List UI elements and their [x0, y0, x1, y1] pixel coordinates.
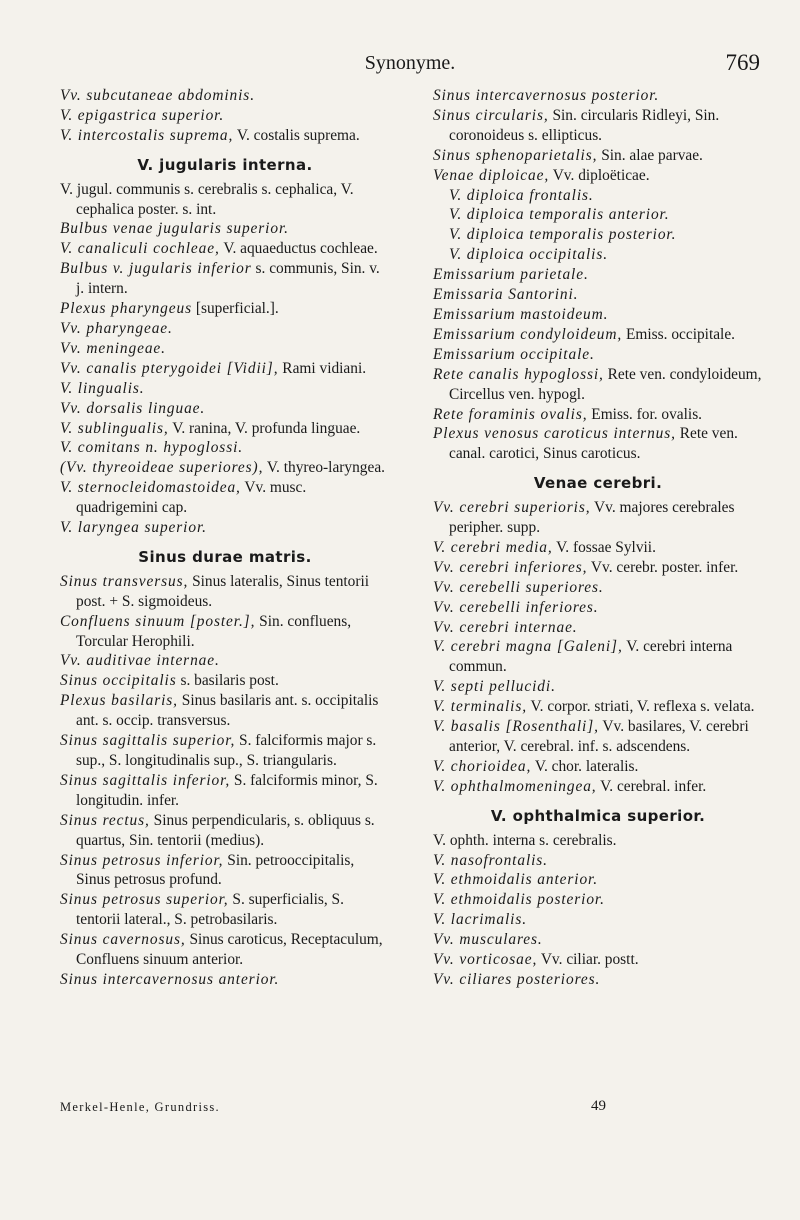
term-name: V. lacrimalis. [433, 911, 527, 929]
synonym-entry [433, 910, 763, 930]
synonym-entry [433, 717, 763, 757]
synonym-entry [433, 498, 763, 538]
synonym-entry [60, 379, 390, 399]
page-header [60, 50, 760, 80]
term-name: Sinus occipitalis [60, 672, 177, 690]
term-name: Emissarium occipitale. [433, 345, 595, 363]
running-title: Synonyme. [364, 52, 456, 74]
synonym-entry [433, 365, 763, 405]
term-name: Sinus sphenoparietalis, [433, 146, 598, 164]
term-name: V. cerebri magna [Galeni], [433, 638, 623, 656]
synonym-text: s. communis, Sin. v. j. intern. [76, 260, 380, 298]
synonym-entry [433, 245, 763, 265]
synonym-text: V. cerebri interna commun. [449, 638, 733, 676]
term-name: V. nasofrontalis. [433, 851, 548, 869]
synonym-entry [433, 558, 763, 578]
synonym-text: s. basilaris post. [176, 672, 279, 690]
term-name: Sinus circularis, [433, 106, 549, 124]
term-name: V. ophthalmomeningea, [433, 777, 597, 795]
term-name: Vv. canalis pterygoidei [Vidii], [60, 359, 279, 377]
synonym-text: Vv. ciliar. postt. [537, 951, 639, 969]
term-name: Bulbus venae jugularis superior. [60, 220, 289, 238]
synonym-entry [60, 890, 390, 930]
term-name: V. intercostalis suprema, [60, 126, 234, 144]
term-name: Vv. pharyngeae. [60, 319, 173, 337]
term-name: V. diploica temporalis anterior. [449, 206, 670, 224]
term-name: Rete foraminis ovalis, [433, 405, 588, 423]
synonym-entry [433, 890, 763, 910]
synonym-text: V. costalis suprema. [233, 126, 360, 144]
synonym-text: V. ophth. interna s. cerebralis. [433, 831, 617, 849]
term-name: Plexus venosus caroticus internus, [433, 425, 676, 443]
synonym-text: Rami vidiani. [278, 359, 367, 377]
synonym-entry [60, 126, 390, 146]
synonym-entry [433, 345, 763, 365]
synonym-text: Sinus perpendicularis, s. obliquus s. quartus, Sin. tentorii (medius). [76, 811, 375, 849]
synonym-entry [60, 359, 390, 379]
synonym-entry [60, 259, 390, 299]
section-heading: V. ophthalmica superior. [490, 806, 706, 825]
term-name: V. septi pellucidi. [433, 678, 556, 696]
synonym-entry [60, 299, 390, 319]
synonym-text: Sin. alae parvae. [597, 146, 703, 164]
synonym-entry [60, 811, 390, 851]
term-name: Vv. meningeae. [60, 339, 166, 357]
term-name: V. comitans n. hypoglossi. [60, 439, 244, 457]
term-name: Emissarium parietale. [433, 266, 589, 284]
right-column [433, 86, 763, 990]
term-name: (Vv. thyreoideae superiores), [60, 459, 264, 477]
section-heading: V. jugularis interna. [137, 155, 313, 174]
synonym-entry [433, 265, 763, 285]
synonym-entry [60, 339, 390, 359]
synonym-text: Sinus basilaris ant. s. occipitalis ant. s. occip. transversus. [76, 692, 379, 730]
synonym-text: Sinus caroticus, Receptaculum, Confluens sinuum anterior. [76, 931, 383, 969]
term-name: Bulbus v. jugularis inferior [60, 260, 252, 278]
term-name: V. diploica frontalis. [449, 186, 594, 204]
term-name: V. canaliculi cochleae, [60, 240, 220, 258]
synonym-entry [60, 970, 390, 990]
term-name: Vv. cerebri superioris, [433, 499, 591, 517]
term-name: V. epigastrica superior. [60, 106, 225, 124]
synonym-entry [60, 106, 390, 126]
synonym-text: Vv. diploëticae. [549, 166, 650, 184]
signature-mark: 49 [591, 1098, 606, 1114]
term-name: Vv. cerebri inferiores, [433, 558, 588, 576]
synonym-entry [433, 538, 763, 558]
synonym-entry [433, 697, 763, 717]
term-name: Vv. cerebelli inferiores. [433, 598, 599, 616]
synonym-text: Rete ven. condyloideum, Circellus ven. hypogl. [449, 365, 762, 403]
term-name: V. chorioidea, [433, 757, 532, 775]
synonym-entry [433, 205, 763, 225]
synonym-entry [433, 677, 763, 697]
term-name: Sinus sagittalis inferior, [60, 771, 231, 789]
term-name: Vv. ciliares posteriores. [433, 970, 601, 988]
term-name: Plexus basilaris, [60, 692, 178, 710]
synonym-entry [433, 970, 763, 990]
synonym-text: [superficial.]. [192, 300, 279, 318]
term-name: Sinus rectus, [60, 811, 150, 829]
term-name: V. laryngea superior. [60, 519, 207, 537]
synonym-text: V. chor. lateralis. [531, 757, 639, 775]
term-name: Venae diploicae, [433, 166, 550, 184]
synonym-entry [433, 86, 763, 106]
synonym-entry [60, 612, 390, 652]
synonym-text: V. jugul. communis s. cerebralis s. cephalica, V. cephalica poster. s. int. [60, 180, 354, 218]
synonym-entry [433, 146, 763, 166]
synonym-entry [60, 86, 390, 106]
synonym-text: S. superficialis, S. tentorii lateral., S. petrobasilaris. [76, 891, 344, 929]
synonym-text: Vv. basilares, V. cerebri anterior, V. cerebral. inf. s. adscendens. [449, 718, 749, 755]
synonym-entry [433, 950, 763, 970]
synonym-text: Sin. circularis Ridleyi, Sin. coronoideus s. ellipticus. [449, 106, 720, 144]
synonym-text: Emiss. occipitale. [622, 325, 736, 343]
synonym-entry [433, 637, 763, 677]
synonym-text: Sinus lateralis, Sinus tentorii post. + S. sigmoideus. [76, 572, 370, 610]
term-name: Vv. cerebelli superiores. [433, 578, 604, 596]
synonym-text: V. thyreo-laryngea. [263, 459, 385, 477]
term-name: Emissarium mastoideum. [433, 305, 609, 323]
left-column [60, 86, 390, 990]
synonym-text: Sin. petrooccipitalis, Sinus petrosus profund. [76, 851, 355, 889]
synonym-entry [60, 671, 390, 691]
term-name: V. terminalis, [433, 698, 527, 716]
synonym-text: Vv. cerebr. poster. infer. [587, 558, 739, 576]
synonym-entry [60, 851, 390, 891]
synonym-text: V. cerebral. infer. [596, 777, 707, 795]
term-name: Vv. vorticosae, [433, 951, 538, 969]
synonym-entry [60, 771, 390, 811]
section-heading: Venae cerebri. [533, 474, 663, 493]
term-name: Rete canalis hypoglossi, [433, 365, 604, 383]
term-name: Sinus petrosus superior, [60, 891, 229, 909]
synonym-entry [433, 851, 763, 871]
synonym-entry [433, 325, 763, 345]
synonym-entry [433, 757, 763, 777]
term-name: Vv. cerebri internae. [433, 618, 578, 636]
term-name: Vv. dorsalis linguae. [60, 399, 206, 417]
term-name: Vv. musculares. [433, 931, 543, 949]
synonym-text: V. ranina, V. profunda linguae. [168, 419, 361, 437]
synonym-entry [60, 651, 390, 671]
synonym-text: Rete ven. canal. carotici, Sinus caroticus. [449, 425, 738, 463]
synonym-entry [60, 518, 390, 538]
term-name: Sinus transversus, [60, 572, 189, 590]
term-name: V. ethmoidalis anterior. [433, 871, 598, 889]
term-name: Sinus intercavernosus posterior. [433, 87, 660, 104]
synonym-entry [60, 572, 390, 612]
term-name: Plexus pharyngeus [60, 300, 192, 318]
synonym-entry [60, 458, 390, 478]
synonym-entry [433, 186, 763, 206]
term-name: V. basalis [Rosenthali], [433, 718, 599, 736]
synonym-entry [60, 438, 390, 458]
term-name: V. diploica occipitalis. [449, 246, 608, 264]
term-name: Sinus intercavernosus anterior. [60, 970, 280, 988]
term-name: V. sublingualis, [60, 419, 169, 437]
synonym-entry [433, 598, 763, 618]
synonym-text: Emiss. for. ovalis. [587, 405, 703, 423]
synonym-entry [60, 219, 390, 239]
synonym-entry [60, 419, 390, 439]
synonym-entry [60, 319, 390, 339]
synonym-entry [433, 166, 763, 186]
synonym-entry [60, 399, 390, 419]
synonym-text: Vv. majores cerebrales peripher. supp. [449, 499, 735, 537]
term-name: Sinus petrosus inferior, [60, 851, 224, 869]
synonym-entry [60, 731, 390, 771]
synonym-entry [433, 777, 763, 797]
section-heading: Sinus durae matris. [138, 547, 312, 566]
synonym-text: S. falciformis minor, S. longitudin. infer. [76, 771, 378, 809]
term-name: Confluens sinuum [poster.], [60, 612, 256, 630]
term-name: V. ethmoidalis posterior. [433, 891, 605, 909]
term-name: Emissaria Santorini. [433, 286, 579, 304]
term-name: V. lingualis. [60, 379, 145, 397]
synonym-text: S. falciformis major s. sup., S. longitudinalis sup., S. triangularis. [76, 732, 377, 769]
term-name: V. sternocleidomastoidea, [60, 479, 241, 497]
synonym-text: V. aquaeductus cochleae. [219, 240, 378, 258]
synonym-entry [433, 285, 763, 305]
synonym-entry [433, 405, 763, 425]
synonym-entry [60, 239, 390, 259]
footer-publisher: Merkel-Henle, Grundriss. [60, 1100, 220, 1114]
term-name: Vv. auditivae internae. [60, 652, 220, 670]
synonym-entry [433, 424, 763, 464]
synonym-entry [433, 618, 763, 638]
synonym-text: Vv. musc. quadrigemini cap. [76, 479, 307, 517]
term-name: Emissarium condyloideum, [433, 325, 623, 343]
term-name: V. diploica temporalis posterior. [449, 226, 677, 244]
synonym-entry [433, 305, 763, 325]
synonym-entry [433, 578, 763, 598]
synonym-entry [433, 225, 763, 245]
synonym-entry [60, 691, 390, 731]
page-number: 769 [725, 50, 760, 75]
synonym-entry [60, 930, 390, 970]
synonym-entry [60, 478, 390, 518]
synonym-entry [433, 870, 763, 890]
term-name: Vv. subcutaneae abdominis. [60, 87, 255, 104]
term-name: Sinus cavernosus, [60, 931, 186, 949]
synonym-text: Sin. confluens, Torcular Herophili. [76, 612, 352, 650]
term-name: V. cerebri media, [433, 538, 553, 556]
term-name: Sinus sagittalis superior, [60, 732, 236, 750]
synonym-entry [433, 930, 763, 950]
synonym-entry [433, 106, 763, 146]
synonym-text: V. fossae Sylvii. [552, 538, 656, 556]
synonym-entry [433, 831, 763, 851]
synonym-text: V. corpor. striati, V. reflexa s. velata. [526, 698, 755, 716]
synonym-entry [60, 180, 390, 220]
